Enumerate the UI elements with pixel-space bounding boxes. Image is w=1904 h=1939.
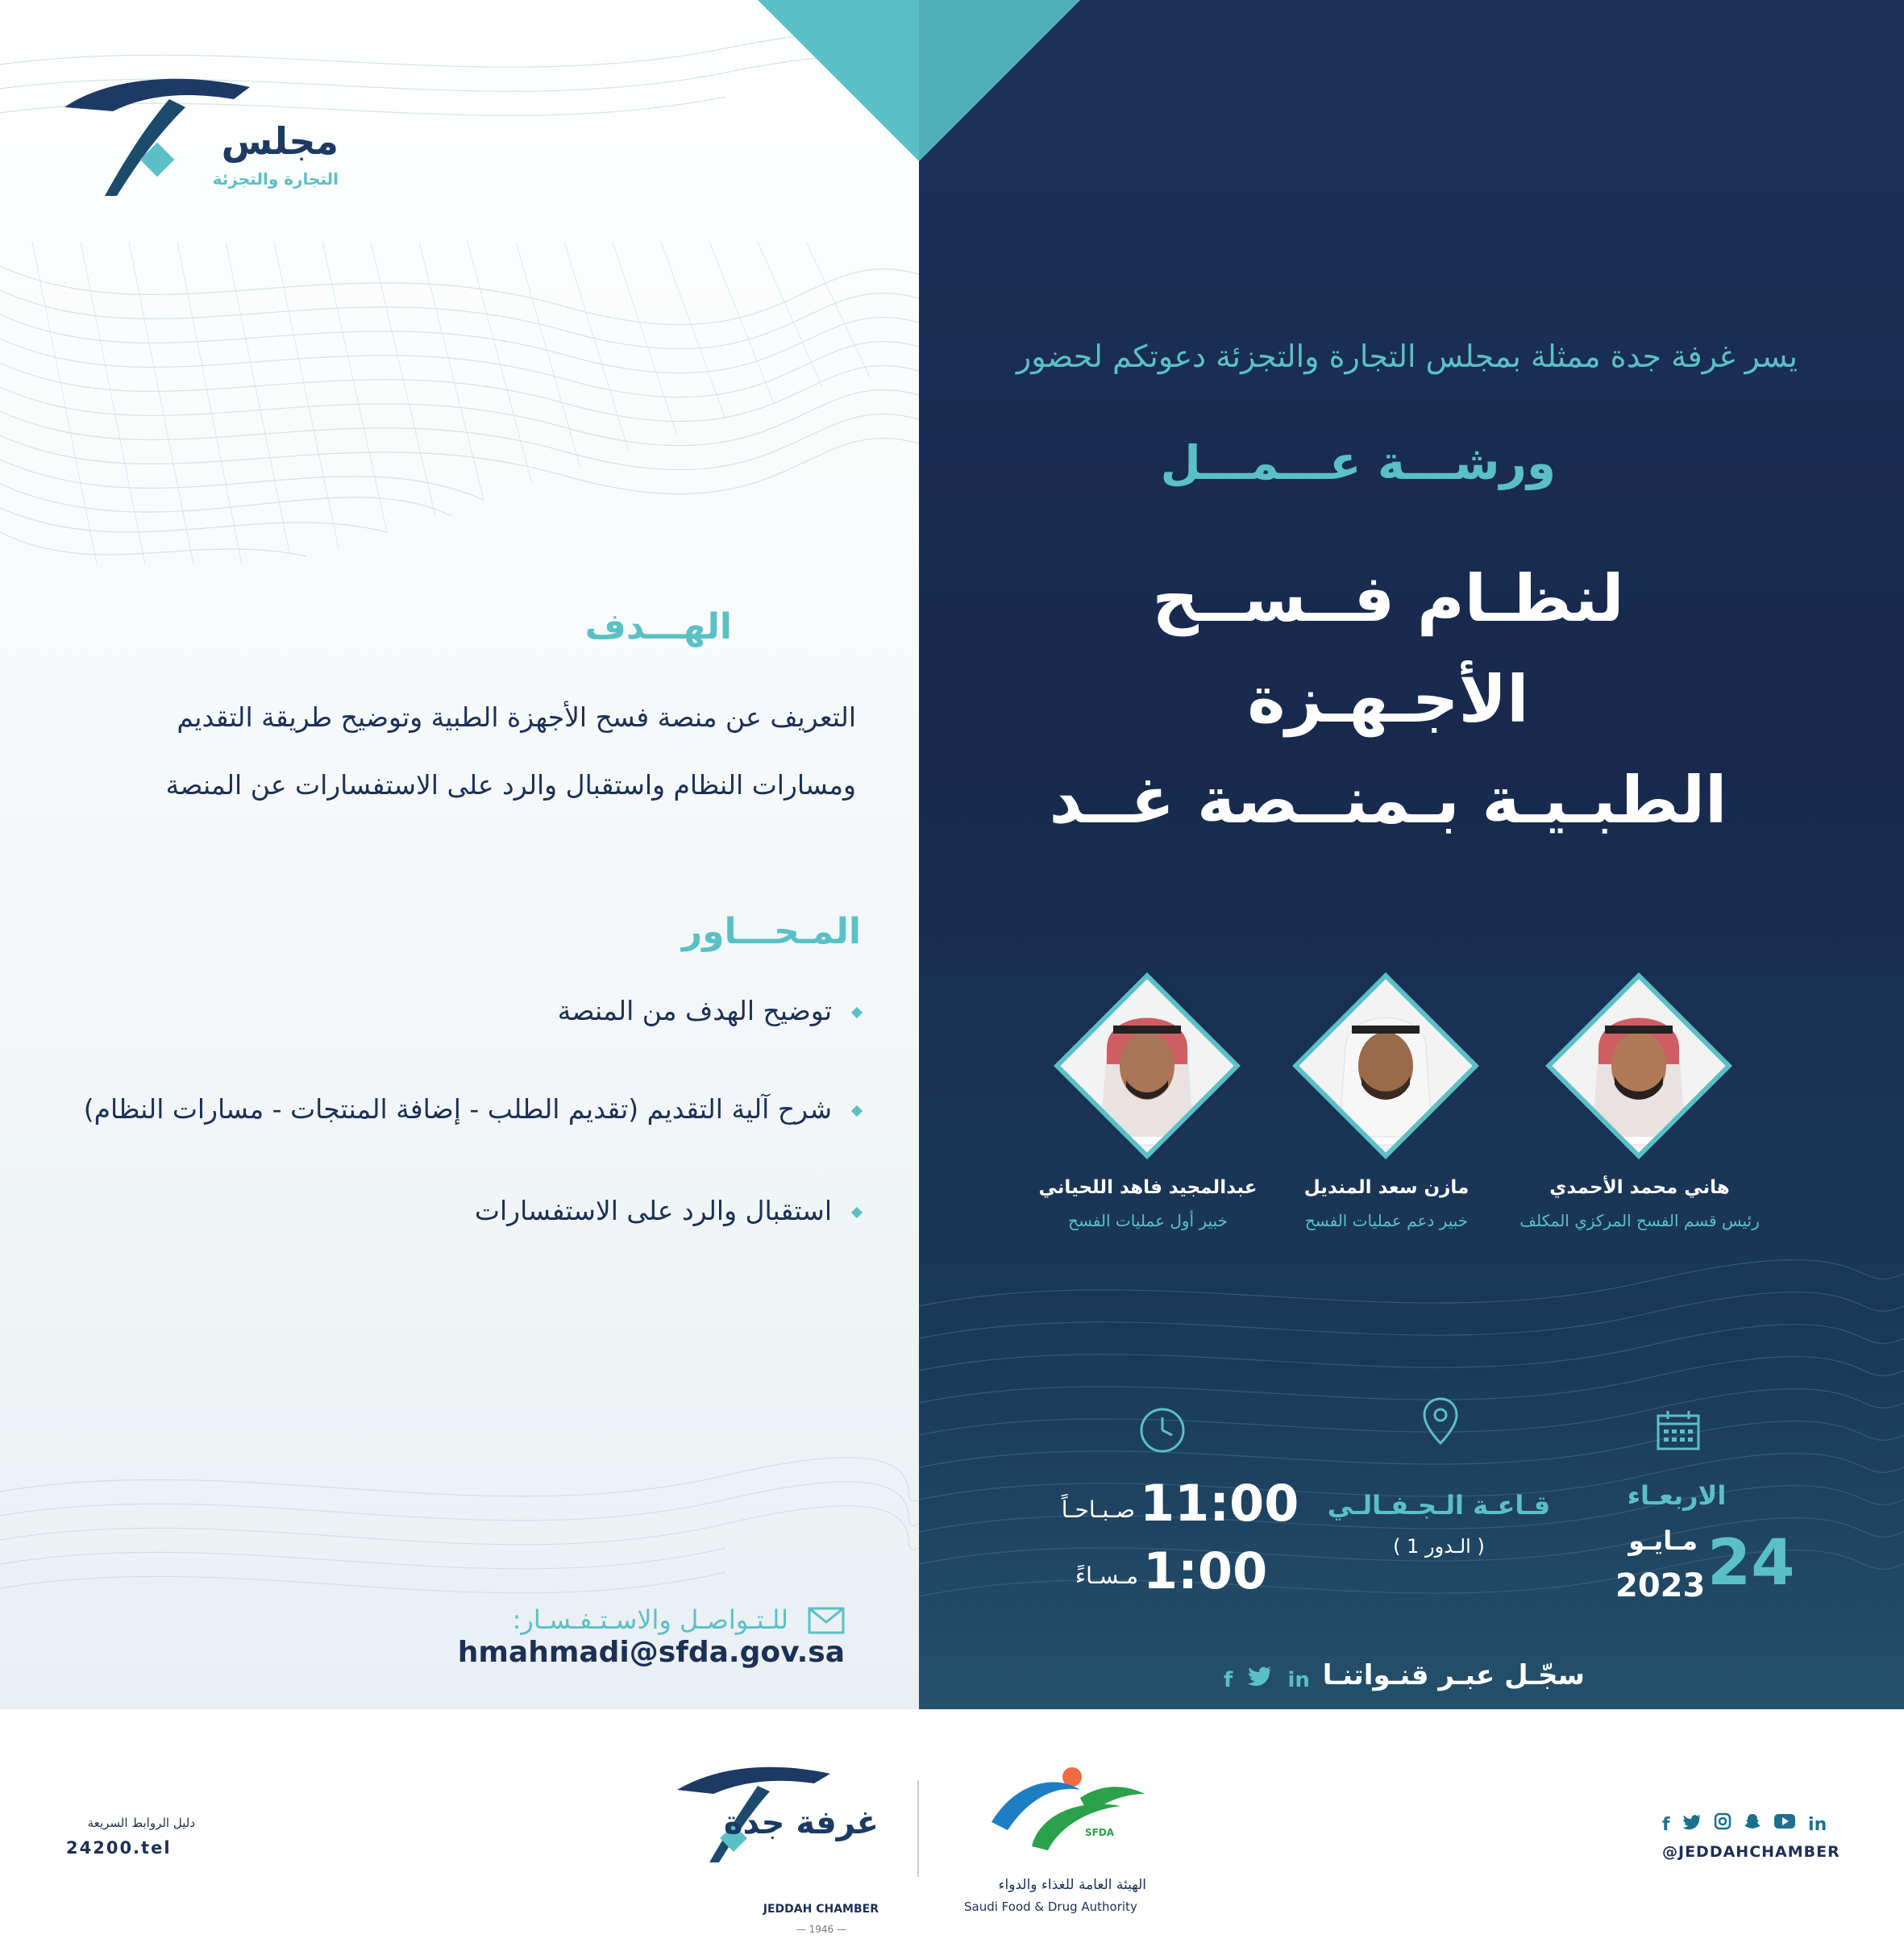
- goal-line-2: ومسارات النظام واستقبال والرد على الاستفسارات عن المنصة: [165, 769, 856, 801]
- twitter-icon[interactable]: [1682, 1814, 1702, 1830]
- date-weekday: الاربعـاء: [1627, 1480, 1727, 1511]
- speaker-name: مازن سعد المنديل: [1303, 1177, 1470, 1198]
- venue-floor: ( الـدور 1 ): [1393, 1535, 1485, 1558]
- date-year: 2023: [1615, 1567, 1706, 1604]
- contact-row: [119, 1603, 845, 1669]
- mesh-background-left: [0, 0, 919, 1709]
- sfda-name-ar: الهيئة العامة للغذاء والدواء: [998, 1877, 1146, 1893]
- end-time: 1:00: [1143, 1542, 1268, 1600]
- sfda-abbr: SFDA: [1085, 1827, 1115, 1838]
- jeddah-chamber-ar: غرفة جدة: [723, 1804, 879, 1841]
- sfda-name-en: Saudi Food & Drug Authority: [964, 1899, 1137, 1914]
- diamond-bullet-icon: [851, 1105, 863, 1116]
- footer-divider: [917, 1780, 919, 1877]
- quick-links-label: دليل الروابط السريعة: [87, 1816, 195, 1830]
- footer-social-icons: [1662, 1812, 1827, 1837]
- right-panel: [919, 0, 1904, 1709]
- main-title-line-1: لنظـام فــســح الأجـهـزة: [1152, 561, 1624, 737]
- speaker-photo: [1061, 980, 1234, 1153]
- jeddah-chamber-year: — 1946 —: [796, 1924, 846, 1935]
- venue-name: قـاعـة الـجـفـالـي: [1327, 1490, 1551, 1521]
- location-pin-icon: [1422, 1396, 1459, 1446]
- date-day: 24: [1707, 1527, 1795, 1600]
- mesh-background-right: [919, 1209, 1904, 1709]
- axes-heading: المـحـــاور: [681, 911, 861, 952]
- date-month: مـايـو: [1628, 1525, 1698, 1556]
- main-title-line-2: الطبـيـة بـمنــصة غــد: [1049, 763, 1727, 838]
- goal-text: [82, 684, 856, 819]
- goal-heading: الهـــدف: [584, 606, 732, 647]
- axis-item: توضيح الهدف من المنصة: [55, 995, 861, 1026]
- speaker-role: خبير دعم عمليات الفسح: [1304, 1211, 1469, 1230]
- footer-handle[interactable]: @JEDDAHCHAMBER: [1662, 1843, 1840, 1861]
- linkedin-icon[interactable]: in: [1287, 1668, 1310, 1692]
- top-center-triangle: [758, 0, 1080, 161]
- calendar-icon: [1656, 1409, 1701, 1451]
- jeddah-chamber-logo: [669, 1758, 879, 1935]
- diamond-bullet-icon: [851, 1206, 863, 1217]
- sfda-logo-mark: [983, 1750, 1145, 1862]
- sfda-logo: [959, 1750, 1169, 1927]
- council-logo-subtitle: التجارة والتجزئة: [212, 169, 339, 189]
- start-period: صـبـاحـاً: [1061, 1496, 1135, 1523]
- register-social-icons: [1224, 1666, 1310, 1693]
- axis-item: استقبال والرد على الاستفسارات: [55, 1195, 861, 1226]
- end-period: مـسـاءً: [1075, 1562, 1138, 1589]
- twitter-icon[interactable]: [1248, 1666, 1272, 1687]
- speaker-photo: [1299, 980, 1473, 1153]
- speaker-photo: [1553, 980, 1726, 1153]
- axis-item: شرح آلية التقديم (تقديم الطلب - إضافة المنتجات - مسارات النظام): [55, 1093, 861, 1125]
- speaker-card: [987, 974, 1309, 1230]
- goal-line-1: التعريف عن منصة فسح الأجهزة الطبية وتوضيح طريقة التقديم: [177, 701, 856, 733]
- quick-links-url[interactable]: 24200.tel: [66, 1838, 172, 1858]
- council-logo: [48, 63, 339, 208]
- facebook-icon[interactable]: f: [1662, 1815, 1670, 1835]
- council-logo-title: مجلس: [221, 119, 339, 163]
- start-time: 11:00: [1140, 1474, 1299, 1533]
- instagram-icon[interactable]: [1714, 1812, 1731, 1830]
- speaker-name: عبدالمجيد فاهد اللحياني: [1038, 1177, 1258, 1198]
- snapchat-icon[interactable]: [1744, 1812, 1761, 1830]
- clock-icon: [1138, 1406, 1187, 1454]
- jeddah-chamber-en: JEDDAH CHAMBER: [763, 1903, 879, 1916]
- youtube-icon[interactable]: [1773, 1812, 1796, 1830]
- speaker-role: رئيس قسم الفسح المركزي المكلف: [1519, 1211, 1760, 1230]
- speaker-role: خبير أول عمليات الفسح: [1068, 1211, 1228, 1230]
- linkedin-icon[interactable]: in: [1808, 1815, 1827, 1835]
- workshop-label: ورشـــة عـــمـــل: [1160, 435, 1556, 490]
- footer: [0, 1709, 1904, 1939]
- contact-email[interactable]: hmahmadi@sfda.gov.sa: [457, 1636, 845, 1669]
- invite-text: يسر غرفة جدة ممثلة بمجلس التجارة والتجزئة دعوتكم لحضور: [1016, 339, 1798, 374]
- speaker-name: هاني محمد الأحمدي: [1549, 1177, 1730, 1198]
- facebook-icon[interactable]: f: [1224, 1668, 1233, 1692]
- main-title: [1025, 548, 1751, 851]
- envelope-icon: [808, 1607, 845, 1634]
- register-text: سجّـل عبـر قنـواتنـا: [1322, 1659, 1585, 1691]
- contact-label: للـتـواصـل والاسـتـفـسـار:: [512, 1604, 788, 1635]
- left-panel: [0, 0, 919, 1709]
- diamond-bullet-icon: [851, 1006, 863, 1017]
